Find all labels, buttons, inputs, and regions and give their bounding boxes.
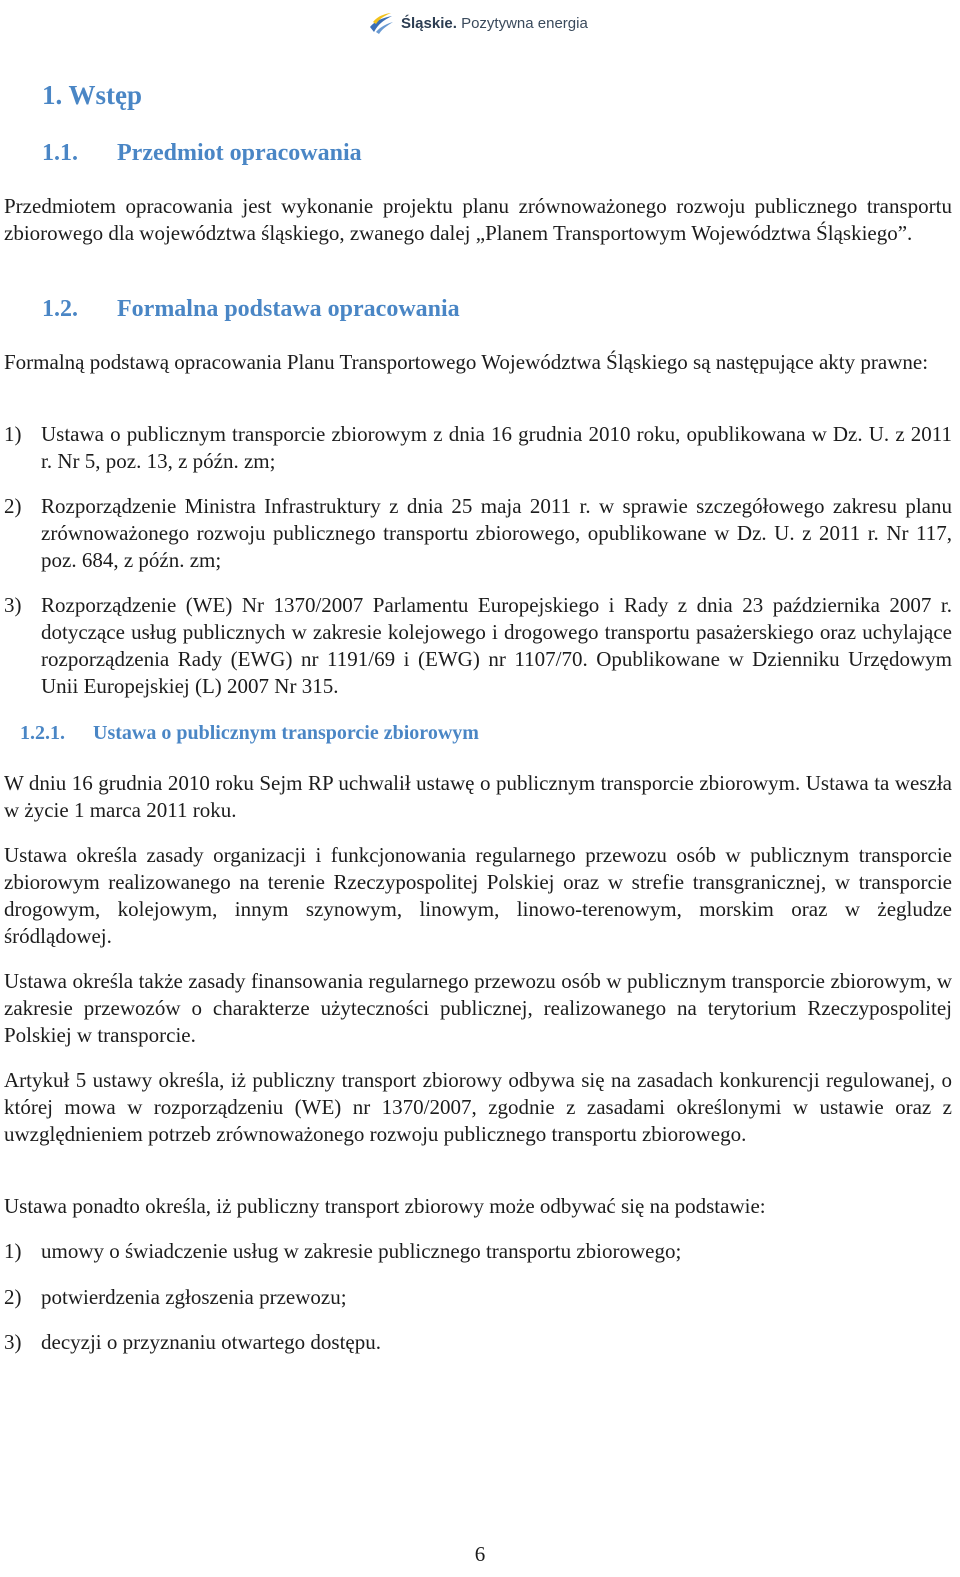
section-heading-1-1 <box>42 140 362 167</box>
list-item-number: 3) <box>4 1330 22 1354</box>
list-item-basis-3 <box>4 1329 952 1356</box>
brand-text <box>401 15 588 32</box>
list-item-text: decyzji o przyznaniu otwartego dostępu. <box>41 1330 381 1354</box>
list-item-text: potwierdzenia zgłoszenia przewozu; <box>41 1285 347 1309</box>
heading-title: Przedmiot opracowania <box>117 140 362 166</box>
paragraph-2: Ustawa określa zasady organizacji i funkcjonowania regularnego przewozu osób w publicznym transporcie zbiorowym realizowanego na terenie Rzeczypospolitej Polskiej oraz w strefie transgranicznej, w transporcie drogowym, kolejowym, innym szynowym, linowym, linowo-terenowym, morskim oraz w żegludze śródlądowej. <box>4 843 952 948</box>
section-heading-1-2 <box>42 296 460 323</box>
paragraph-5: Ustawa ponadto określa, iż publiczny transport zbiorowy może odbywać się na podstawie: <box>4 1194 766 1218</box>
list-item-basis-2 <box>4 1284 952 1311</box>
list-item-text: Ustawa o publicznym transporcie zbiorowym z dnia 16 grudnia 2010 roku, opublikowana w Dz. U. z 2011 r. Nr 5, poz. 13, z późn. zm; <box>41 422 952 473</box>
paragraph-1: W dniu 16 grudnia 2010 roku Sejm RP uchwalił ustawę o publicznym transporcie zbiorowym. Ustawa ta weszła w życie 1 marca 2011 roku. <box>4 771 952 822</box>
brand-tagline: Pozytywna energia <box>461 14 588 32</box>
heading-number: 1.2. <box>42 296 78 322</box>
slaskie-swoosh-logo-icon <box>368 10 394 36</box>
heading-number: 1.1. <box>42 140 78 166</box>
list-item-text: Rozporządzenie Ministra Infrastruktury z dnia 25 maja 2011 r. w sprawie szczegółowego zakresu planu zrównoważonego rozwoju publicznego transportu zbiorowego, opublikowane w Dz. U. z 2011 r. Nr 117, poz. 684, z późn. zm; <box>41 494 952 572</box>
section-heading-1: 1. Wstęp <box>42 80 143 110</box>
list-item-number: 3) <box>4 593 22 617</box>
list-item-text: umowy o świadczenie usług w zakresie publicznego transportu zbiorowego; <box>41 1239 682 1263</box>
list-item-legal-act-2 <box>4 493 952 574</box>
heading-number: 1.2.1. <box>20 722 65 744</box>
brand-name: Śląskie. <box>401 14 457 32</box>
heading-title: Formalna podstawa opracowania <box>117 296 460 322</box>
list-item-text: Rozporządzenie (WE) Nr 1370/2007 Parlamentu Europejskiego i Rady z dnia 23 października 2007 r. dotyczące usług publicznych w zakresie kolejowego i drogowego transportu pasażerskiego oraz uchylające rozporządzenia Rady (EWG) nr 1191/69 i (EWG) nr 1107/70. Opublikowane w Dzienniku Urzędowym Unii Europejskiej (L) 2007 Nr 315. <box>41 593 952 698</box>
list-item-number: 1) <box>4 1239 22 1263</box>
heading-title: Ustawa o publicznym transporcie zbiorowym <box>93 722 479 744</box>
paragraph-legal-basis-intro: Formalną podstawą opracowania Planu Transportowego Województwa Śląskiego są następujące akty prawne: <box>4 350 929 374</box>
paragraph-3: Ustawa określa także zasady finansowania regularnego przewozu osób w publicznym transporcie zbiorowym, w zakresie przewozów o charakterze użyteczności publicznej, realizowanego na terytorium Rzeczypospolitej Polskiej w transporcie. <box>4 969 952 1047</box>
list-item-legal-act-3 <box>4 592 952 700</box>
paragraph-4: Artykuł 5 ustawy określa, iż publiczny transport zbiorowy odbywa się na zasadach konkurencji regulowanej, o której mowa w rozporządzeniu (WE) nr 1370/2007, zgodnie z zasadami określonymi w ustawie oraz z uwzględnieniem potrzeb zrównoważonego rozwoju publicznego transportu zbiorowego. <box>4 1068 952 1146</box>
list-item-basis-1 <box>4 1238 952 1265</box>
list-item-number: 1) <box>4 422 22 446</box>
list-item-legal-act-1 <box>4 421 952 475</box>
page-number: 6 <box>474 1542 486 1566</box>
list-item-number: 2) <box>4 1285 22 1309</box>
section-heading-1-2-1 <box>20 722 479 745</box>
paragraph-subject: Przedmiotem opracowania jest wykonanie projektu planu zrównoważonego rozwoju publicznego transportu zbiorowego dla województwa śląskiego, zwanego dalej „Planem Transportowym Województwa Śląskiego”. <box>4 194 952 245</box>
header-brand <box>368 10 588 36</box>
list-item-number: 2) <box>4 494 22 518</box>
